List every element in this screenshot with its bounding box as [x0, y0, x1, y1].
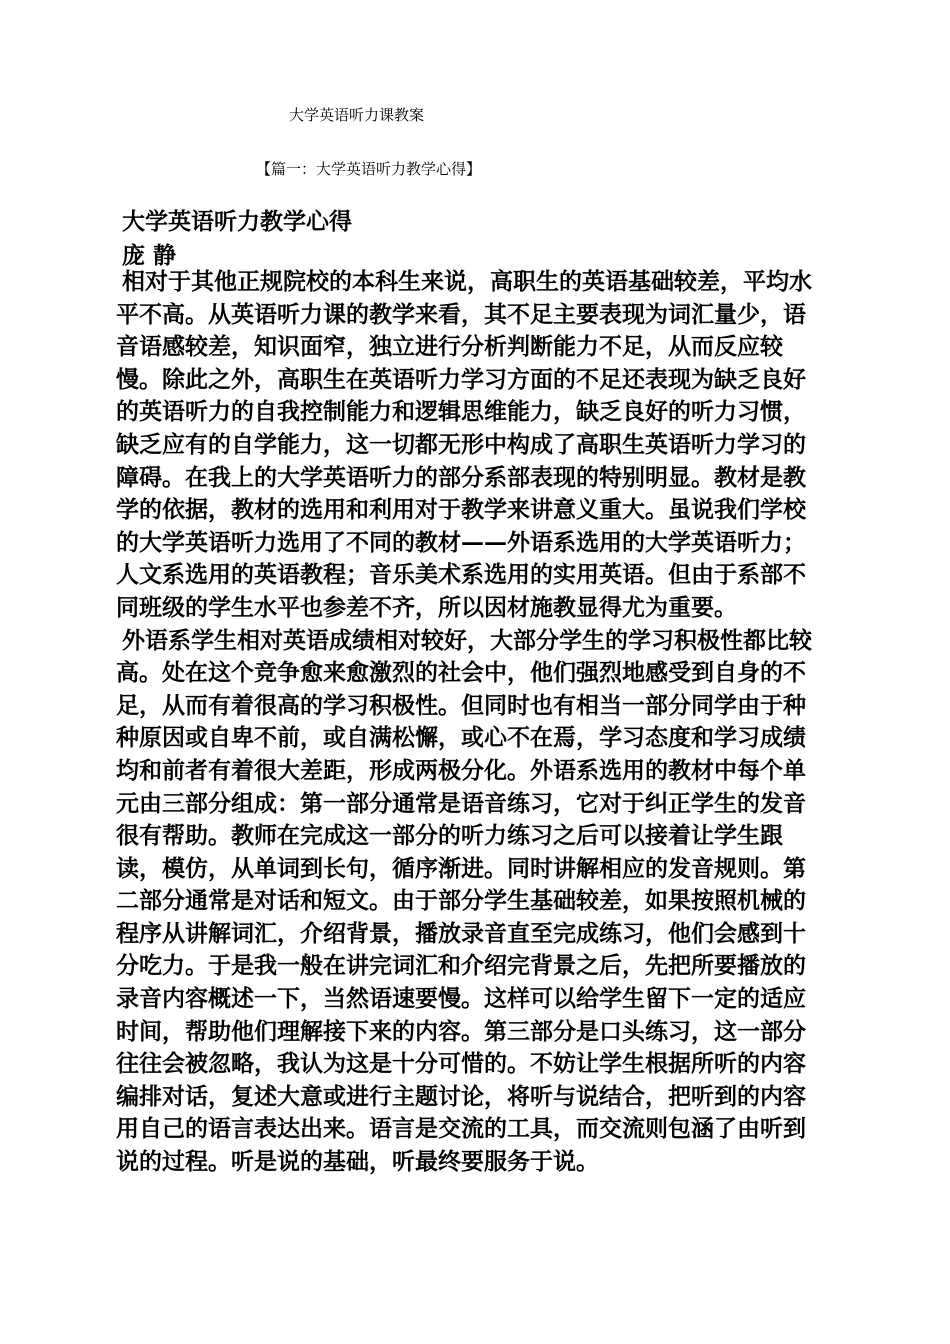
article-author: 庞 静	[122, 242, 177, 269]
document-subheader: 【篇一：大学英语听力教学心得】	[256, 160, 482, 178]
document-header: 大学英语听力课教案	[289, 106, 425, 124]
article-title: 大学英语听力教学心得	[122, 208, 352, 235]
article-paragraph: 外语系学生相对英语成绩相对较好，大部分学生的学习积极性都比较高。处在这个竞争愈来愈激烈的社会中，他们强烈地感受到自身的不足，从而有着很高的学习积极性。但同时也有相当一部分同学由于种种原因或自卑不前，或自满松懈，或心不在焉，学习态度和学习成绩均和前者有着很大差距，形成两极分化。外语系选用的教材中每个单元由三部分组成：第一部分通常是语音练习，它对于纠正学生的发音很有帮助。教师在完成这一部分的听力练习之后可以接着让学生跟读，模仿，从单词到长句，循序渐进。同时讲解相应的发音规则。第二部分通常是对话和短文。由于部分学生基础较差，如果按照机械的程序从讲解词汇，介绍背景，播放录音直至完成练习，他们会感到十分吃力。于是我一般在讲完词汇和介绍完背景之后，先把所要播放的录音内容概述一下，当然语速要慢。这样可以给学生留下一定的适应时间，帮助他们理解接下来的内容。第三部分是口头练习，这一部分往往会被忽略，我认为这是十分可惜的。不妨让学生根据所听的内容编排对话，复述大意或进行主题讨论，将听与说结合，把听到的内容用自己的语言表达出来。语言是交流的工具，而交流则包涵了由听到说的过程。听是说的基础，听最终要服务于说。	[116, 626, 812, 1176]
article-paragraph: 相对于其他正规院校的本科生来说，高职生的英语基础较差，平均水平不高。从英语听力课的教学来看，其不足主要表现为词汇量少，语音语感较差，知识面窄，独立进行分析判断能力不足，从而反应较慢。除此之外，高职生在英语听力学习方面的不足还表现为缺乏良好的英语听力的自我控制能力和逻辑思维能力，缺乏良好的听力习惯，缺乏应有的自学能力，这一切都无形中构成了高职生英语听力学习的障碍。在我上的大学英语听力的部分系部表现的特别明显。教材是教学的依据，教材的选用和利用对于教学来讲意义重大。虽说我们学校的大学英语听力选用了不同的教材——外语系选用的大学英语听力；人文系选用的英语教程；音乐美术系选用的实用英语。但由于系部不同班级的学生水平也参差不齐，所以因材施教显得尤为重要。	[116, 268, 812, 621]
article-body	[116, 266, 828, 1179]
